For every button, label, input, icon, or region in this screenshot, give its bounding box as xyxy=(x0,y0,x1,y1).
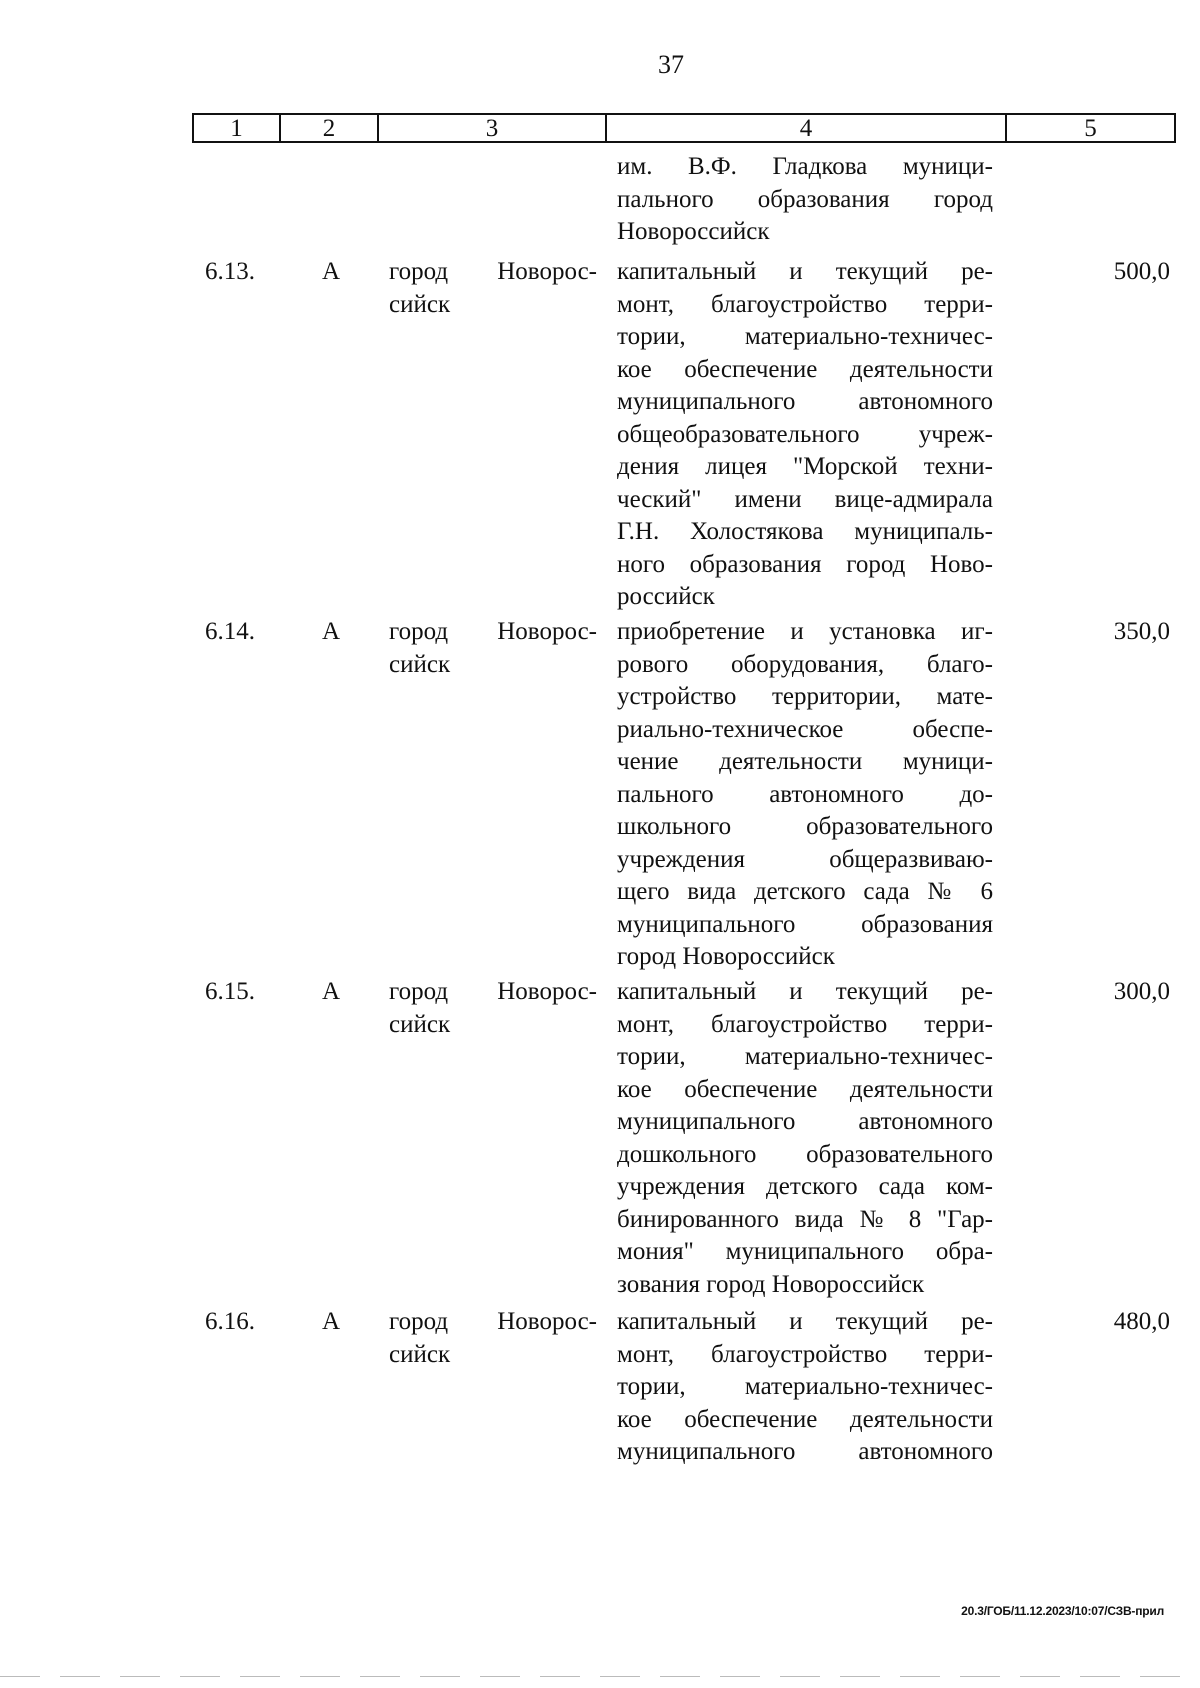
header-col-2: 2 xyxy=(281,115,379,141)
row-place xyxy=(389,256,597,321)
row-description xyxy=(617,976,993,1301)
desc-line: бинированного вида № 8 "Гар- xyxy=(617,1205,993,1233)
place-line: сийск xyxy=(389,290,451,318)
header-col-1: 1 xyxy=(194,115,281,141)
desc-line: дения лицея "Морской техни- xyxy=(617,453,993,480)
desc-line: тории, материально-техничес- xyxy=(617,1373,993,1400)
row-amount: 300,0 xyxy=(1113,978,1170,1005)
place-line: сийск xyxy=(389,650,451,678)
row-category: А xyxy=(322,978,341,1005)
place-line: сийск xyxy=(389,1340,451,1368)
desc-line: город Новороссийск xyxy=(617,943,835,970)
table-header xyxy=(192,113,1176,143)
row-number: 6.13. xyxy=(205,258,255,285)
place-line: город Новорос- xyxy=(389,1308,597,1335)
desc-line: капитальный и текущий ре- xyxy=(617,1308,993,1335)
desc-line: пального образования город xyxy=(617,185,993,213)
desc-line: общеобразовательного учреж- xyxy=(617,420,993,448)
row-description xyxy=(617,616,993,974)
desc-line: ного образования город Ново- xyxy=(617,550,993,578)
row-number: 6.14. xyxy=(205,618,255,645)
row-amount: 500,0 xyxy=(1113,258,1170,285)
row-place xyxy=(389,616,597,681)
desc-line: российск xyxy=(617,583,715,610)
desc-line: Г.Н. Холостякова муниципаль- xyxy=(617,518,993,545)
desc-line: муниципального автономного xyxy=(617,1108,993,1135)
row-description xyxy=(617,256,993,614)
row-amount: 480,0 xyxy=(1113,1308,1170,1335)
desc-line: приобретение и установка иг- xyxy=(617,618,993,645)
desc-line: монт, благоустройство терри- xyxy=(617,1340,993,1368)
row-place xyxy=(389,1306,597,1371)
desc-line: зования город Новороссийск xyxy=(617,1270,925,1298)
desc-line: тории, материально-техничес- xyxy=(617,1043,993,1070)
desc-line: щего вида детского сада № 6 xyxy=(617,878,993,905)
row-category: А xyxy=(322,618,341,645)
row-place xyxy=(389,976,597,1041)
desc-line: монт, благоустройство терри- xyxy=(617,290,993,318)
place-line: город Новорос- xyxy=(389,618,597,645)
row-category: А xyxy=(322,1308,341,1335)
desc-line: школьного образовательного xyxy=(617,813,993,840)
desc-line: риально-техническое обеспе- xyxy=(617,715,993,743)
desc-line: кое обеспечение деятельности xyxy=(617,355,993,383)
row-amount: 350,0 xyxy=(1113,618,1170,645)
desc-line: чение деятельности муници- xyxy=(617,748,993,775)
row-number: 6.15. xyxy=(205,978,255,1005)
desc-line: ческий" имени вице-адмирала xyxy=(617,485,993,513)
desc-line: тории, материально-техничес- xyxy=(617,323,993,350)
desc-line: капитальный и текущий ре- xyxy=(617,258,993,285)
desc-line: Новороссийск xyxy=(617,218,770,245)
header-col-5: 5 xyxy=(1084,115,1097,142)
desc-line: рового оборудования, благо- xyxy=(617,650,993,678)
row-number: 6.16. xyxy=(205,1308,255,1335)
desc-line: пального автономного до- xyxy=(617,780,993,808)
header-col-4: 4 xyxy=(607,115,1007,141)
desc-line: муниципального автономного xyxy=(617,1438,993,1465)
desc-line: капитальный и текущий ре- xyxy=(617,978,993,1005)
desc-line: им. В.Ф. Гладкова муници- xyxy=(617,153,993,180)
desc-line: муниципального автономного xyxy=(617,388,993,415)
desc-line: мония" муниципального обра- xyxy=(617,1238,993,1265)
header-col-3: 3 xyxy=(379,115,607,141)
desc-line: монт, благоустройство терри- xyxy=(617,1010,993,1038)
continuation-description xyxy=(617,151,993,249)
desc-line: устройство территории, мате- xyxy=(617,683,993,710)
desc-line: учреждения детского сада ком- xyxy=(617,1173,993,1200)
desc-line: учреждения общеразвиваю- xyxy=(617,845,993,873)
row-description xyxy=(617,1306,993,1469)
desc-line: дошкольного образовательного xyxy=(617,1140,993,1168)
place-line: город Новорос- xyxy=(389,258,597,285)
row-category: А xyxy=(322,258,341,285)
desc-line: муниципального образования xyxy=(617,910,993,938)
desc-line: кое обеспечение деятельности xyxy=(617,1405,993,1433)
place-line: город Новорос- xyxy=(389,978,597,1005)
document-code: 20.3/ГОБ/11.12.2023/10:07/СЗВ-прил xyxy=(961,1604,1164,1618)
scan-edge-divider xyxy=(0,1676,1200,1677)
desc-line: кое обеспечение деятельности xyxy=(617,1075,993,1103)
page-number: 37 xyxy=(658,50,684,79)
place-line: сийск xyxy=(389,1010,451,1038)
